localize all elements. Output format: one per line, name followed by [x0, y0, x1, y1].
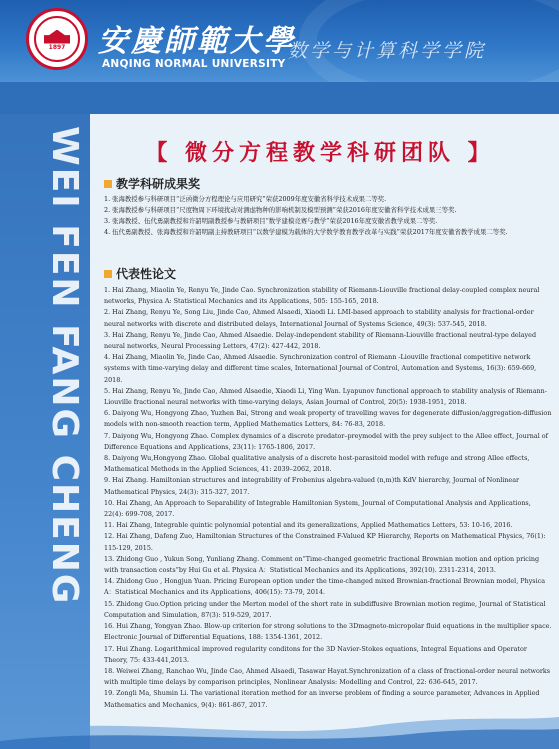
footer-wave [0, 703, 559, 749]
awards-heading-text: 教学科研成果奖 [116, 177, 201, 191]
logo-year: 1897 [48, 43, 66, 51]
page-title: 【 微分方程教学科研团队 】 [145, 140, 495, 166]
university-name-cn: 安慶師範大學 [98, 24, 296, 59]
list-item: 6. Daiyong Wu, Hongyong Zhao, Yuzhen Bai, Strong and weak property of travelling waves for degenerate diffusion/aggregation-diffusion models with non-smooth reaction term, Applied Mathematics Letters, 84: 76-83, 2018. [104, 409, 552, 429]
list-item: 19. Zongli Ma, Shumin Li. The variational iteration method for an inverse problem of finding a source parameter, Advances in Applied Mathematics and Mechanics, 9(4): 861-867, 2017. [104, 689, 540, 709]
list-item: 8. Daiyong Wu,Hongyong Zhao. Global qualitative analysis of a discrete host-parasitoid model with refuge and strong Allee effects, Mathematical Methods in the Applied Sciences, 41: 2039–2062, 2018. [104, 454, 530, 474]
list-item: 14. Zhidong Guo , Hongjun Yuan. Pricing European option under the time-changed mixed Brownian-fractional Brownian model, Physica A：Statistical Mechanics and its Applications, 406(15): 73-79, 2014. [104, 577, 546, 597]
list-item: 1. Hai Zhang, Miaolin Ye, Renyu Ye, Jinde Cao. Synchronization stability of Riemann-Liouville fractional delay-coupled complex neural networks, Physica A: Statistical Mechanics and its Applications, 505: 155-165, 2018. [104, 286, 540, 306]
university-name-en: ANQING NORMAL UNIVERSITY [102, 58, 286, 70]
logo-emblem [34, 16, 80, 62]
list-item: 3. Hai Zhang, Renyu Ye, Jinde Cao, Ahmed Alsaedie. Delay-independent stability of Riemann-Liouville fractional neutral-type delayed neural networks, Neural Processing Letters, 47(2): 427-442, 2018. [104, 330, 537, 351]
list-item: 5. Hai Zhang, Renyu Ye, Jinde Cao, Ahmed Alsaedie, Xiaodi Li, Ying Wan. Lyapunov functional approach to stability analysis of Riemann-Liouville fractional neural networks with time-varying delays, Asian Journal of Control, 20(5): 1938-1951, 2018. [104, 386, 547, 407]
awards-heading [104, 175, 200, 192]
list-item: 9. Hai Zhang. Hamiltonian structures and integrability of Frobenius algebra-valued (n,m)th KdV hierarchy, Journal of Nonlinear Mathematical Physics, 24(3): 315-327, 2017. [104, 476, 520, 496]
list-item: 17. Hui Zhang. Logarithmical improved regularity conditons for the 3D Navier-Stokes equations, Integral Equations and Operator Theory, 75: 433-441,2013. [104, 644, 527, 664]
list-item: 15. Zhidong Guo.Option pricing under the Merton model of the short rate in subdiffusive Brownian motion regime, Journal of Statistical Computation and Simulation, 87(3): 519-529, 2017. [104, 599, 546, 619]
list-item: 4. 伍代勇副教授、张海教授和许韶明副主持教研项目“以数学建模为载体的大学数学教育教学改革与实践”荣获2017年度安徽省教学成果二等奖. [104, 228, 508, 236]
papers-list [104, 285, 552, 711]
list-item: 4. Hai Zhang, Miaolin Ye, Jinde Cao, Ahmed Alsaedie. Synchronization control of Riemann -Liouville fractional competitive network systems with time-varying delay and different time scales, International Journal of Control, Automation and Systems, 16(3): 659-669, 2018. [104, 353, 537, 384]
university-logo [26, 8, 88, 70]
school-name: 数学与计算科学学院 [288, 40, 487, 62]
list-item: 7. Daiyong Wu, Hongyong Zhao. Complex dynamics of a discrete predator–preymodel with the prey subject to the Allee effect, Journal of Difference Equations and Applications, 23(11): 1765-1806, 2017. [104, 431, 549, 451]
list-item: 10. Hai Zhang, An Approach to Separability of Integrable Hamiltonian System, Journal of Computational Analysis and Applications, 22(4): 699-708, 2017. [104, 498, 531, 519]
list-item: 13. Zhidong Guo , Yukun Song, Yunliang Zhang. Comment on“Time-changed geometric fractional Brownian motion and option pricing with transaction costs”by Hui Gu et al. Physica A：Statistical Mechanics and its Applications, 392(10). 2311-2314, 2013. [104, 554, 540, 575]
building-icon [44, 30, 70, 44]
list-item: 18. Weiwei Zhang, Ranchao Wu, Jinde Cao, Ahmed Alsaedi, Tasawar Hayat.Synchronization of a class of fractional-order neural networks with multiple time delays by comparison principles, Nonlinear Analysis: Modelling and Control, 22: 636-645, 2017. [104, 666, 551, 687]
list-item: 11. Hai Zhang, Integrable quintic polynomial potential and its generalizations, Applied Mathematics Letters, 53: 10-16, 2016. [104, 521, 513, 530]
list-item: 3. 张海教授、伍代勇副教授和许韶明副教授参与教研项目“数学建模竞赛与教学”荣获2016年度安徽省教学成果二等奖. [104, 217, 438, 225]
header-banner [0, 0, 559, 82]
awards-list [104, 194, 552, 238]
list-item: 2. 张海教授参与科研项目“尺度物周下环境扰动对测虑物种的影响机制及模型预测”荣获2016年度安徽省科学技术成果三等奖. [104, 206, 457, 214]
section-bullet-icon [104, 180, 112, 188]
list-item: 12. Hai Zhang, Dafeng Zuo, Hamiltonian Structures of the Constrained F-Valued KP Hierarchy, Reports on Mathematical Physics, 76(1): 115-129, 2015. [104, 532, 546, 552]
papers-heading [104, 265, 176, 282]
list-item: 16. Hui Zhang, Yongyan Zhao. Blow-up criterion for strong solutions to the 3Dmagneto-micropolar fluid equations in the multiplier space. Electronic Journal of Differential Equations, 188: 1354-1361, 2012. [104, 622, 552, 642]
papers-heading-text: 代表性论文 [116, 267, 177, 281]
list-item: 2. Hai Zhang, Renyu Ye, Song Liu, Jinde Cao, Ahmed Alsaedi, Xiaodi Li. LMI-based approach to stability analysis for fractional-order neural networks with discrete and distributed delays, International Journal of Systems Science, 49(3): 537-545, 2018. [104, 308, 534, 328]
section-bullet-icon [104, 270, 112, 278]
sidebar-watermark-text: WEI FEN FANG CHENG [44, 126, 85, 606]
list-item: 1. 张海教授参与科研项目“泛函微分方程理论与应用研究”荣获2009年度安徽省科学技术成果二等奖. [104, 195, 387, 203]
